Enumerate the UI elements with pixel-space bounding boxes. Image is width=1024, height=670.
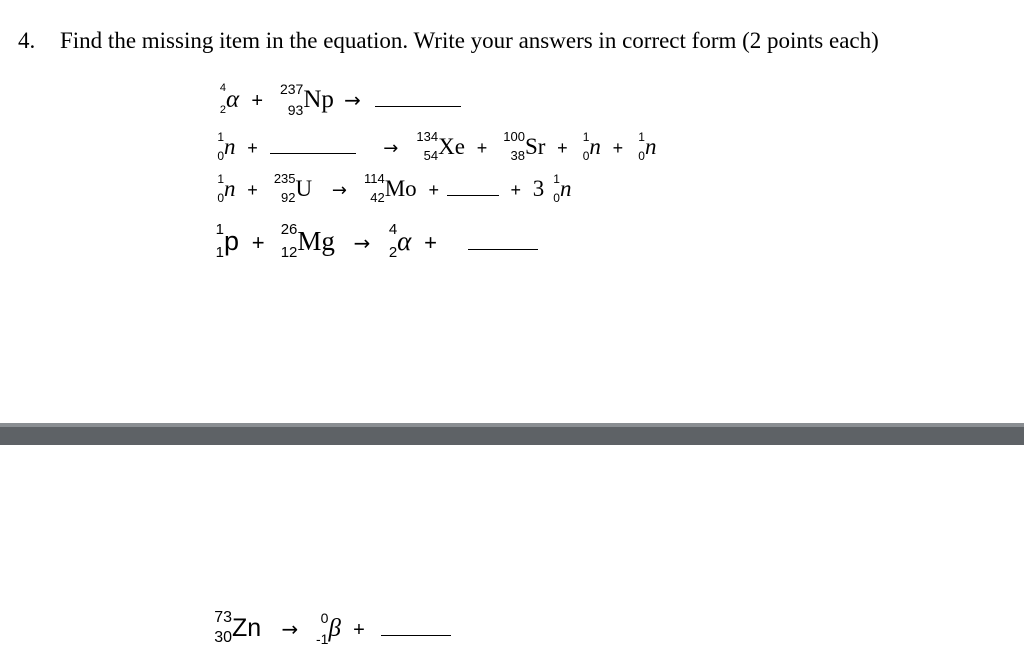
eq2-xenon: 134 54 Xe: [416, 129, 465, 164]
section-divider: [0, 423, 1024, 445]
equation-2: 1 0 n + → 134 54 Xe + 100 38 Sr + 1 0 n + 1 0 n: [217, 129, 657, 164]
eq2-neutron-2: 1 0 n: [582, 129, 601, 164]
eq4-alpha: 4 2 α: [388, 220, 412, 261]
eq1-alpha: 4 2 α: [219, 81, 240, 116]
question-number: 4.: [18, 28, 36, 53]
eq2-neutron-1: 1 0 n: [217, 129, 236, 164]
answer-blank-3: [447, 194, 499, 196]
answer-blank-2: [270, 152, 356, 154]
answer-blank-5: [381, 634, 451, 636]
eq4-proton: 1 1 p: [215, 220, 240, 261]
eq3-neutron-1: 1 0 n: [217, 171, 236, 206]
eq3-uranium: 235 92 U: [273, 171, 313, 206]
eq2-strontium: 100 38 Sr: [503, 129, 546, 164]
answer-blank-1: [375, 105, 461, 107]
eq4-magnesium: 26 12 Mg: [280, 220, 335, 261]
answer-blank-4: [468, 248, 538, 250]
question-text: Find the missing item in the equation. Write your answers in correct form (2 points each): [60, 28, 879, 53]
equation-5: 73 30 Zn → 0 -1 β +: [214, 614, 451, 643]
eq5-beta: 0 -1 β: [316, 610, 341, 647]
equation-4: 1 1 p + 26 12 Mg → 4 2 α +: [214, 226, 538, 257]
eq3-neutron-2: 1 0 n: [553, 171, 572, 206]
eq2-neutron-3: 1 0 n: [638, 129, 657, 164]
eq1-neptunium: 237 93 Np: [279, 81, 334, 118]
equation-1: 4 2 α + 237 93 Np →: [214, 86, 461, 114]
eq5-zinc: 73 30 Zn: [214, 608, 262, 646]
question-heading: [18, 28, 879, 54]
equation-3: 1 0 n + 235 92 U → 114 42 Mo + + 3 1 0 n: [217, 171, 572, 206]
eq3-molybdenum: 114 42 Mo: [364, 171, 417, 206]
